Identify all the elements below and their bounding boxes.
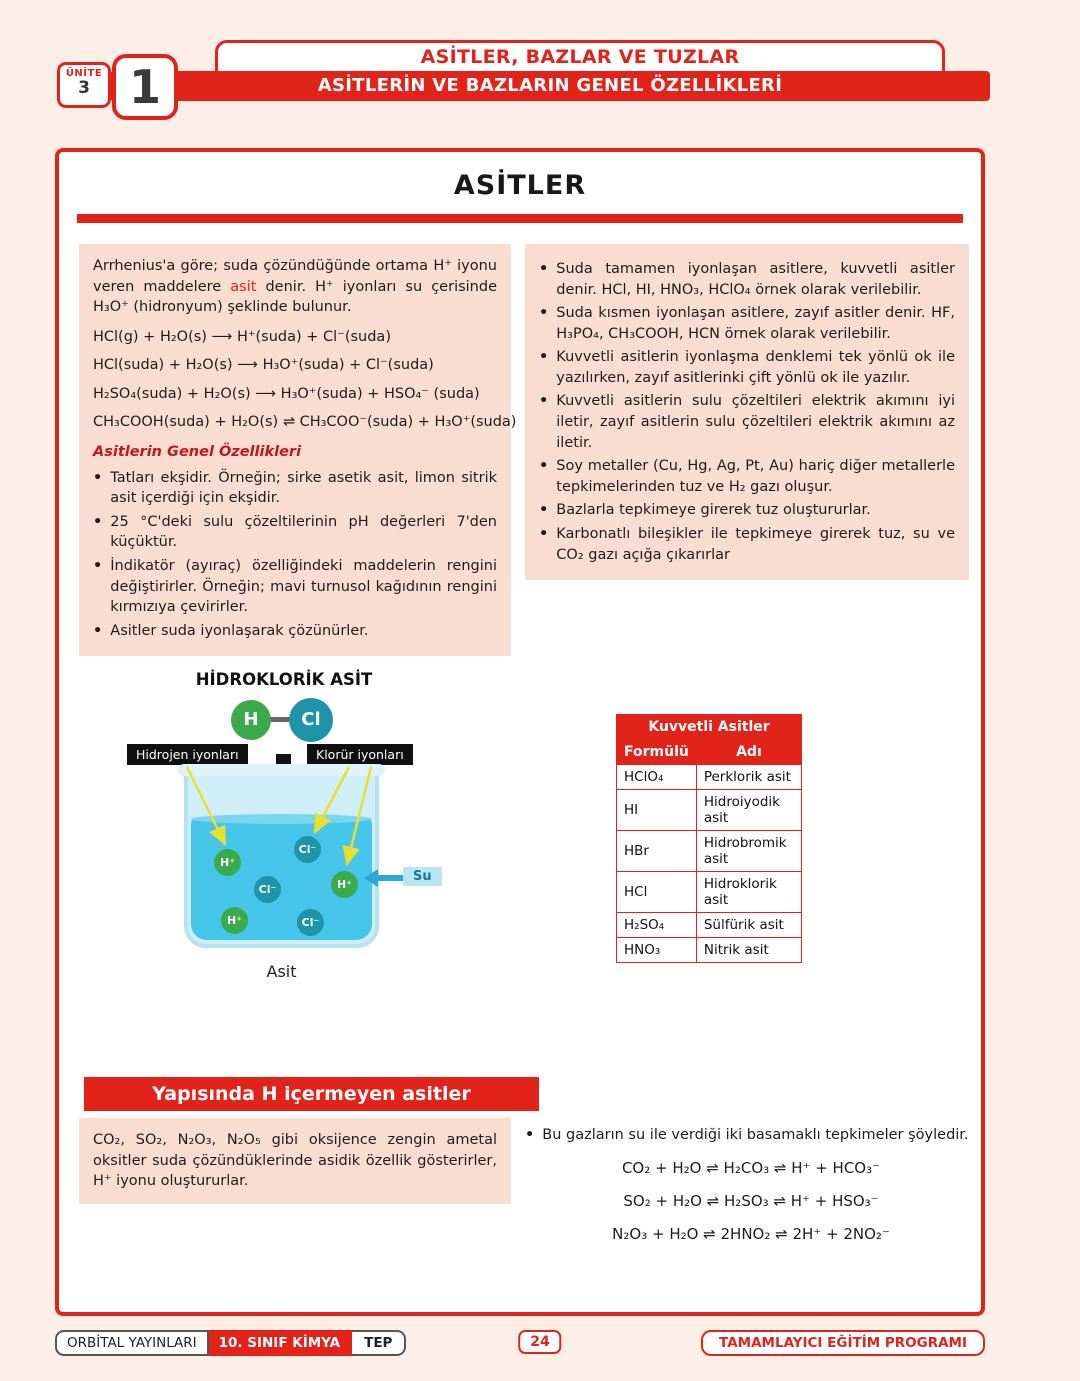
name-cell: Hidroiyodik asit — [696, 790, 801, 831]
list-item-text: Kuvvetli asitlerin iyonlaşma denklemi tek yönlü ok ile yazılırken, zayıf asitlerinki çift yönlü ok ile yazılır. — [556, 349, 955, 386]
table-row — [617, 831, 802, 872]
list-item-text: 25 °C'deki sulu çözeltilerinin pH değerleri 7'den küçüktür. — [110, 513, 497, 551]
publisher-label: ORBİTAL YAYINLARI — [55, 1330, 209, 1356]
program-label: TAMAMLAYICI EĞİTİM PROGRAMI — [701, 1330, 985, 1356]
unit-number: 3 — [78, 78, 90, 98]
hydrochloric-acid-diagram — [79, 664, 519, 996]
content-frame — [55, 148, 985, 1316]
hydrogen-ion: H⁺ — [221, 907, 248, 934]
diagram-caption: Asit — [266, 962, 297, 981]
hydrogen-ions-label: Hidrojen iyonları — [127, 744, 248, 765]
diagram-title: HİDROKLORİK ASİT — [195, 670, 373, 689]
list-item-text: Bazlarla tepkimeye girerek tuz oluştururlar. — [556, 502, 871, 519]
chemical-equation: SO₂ + H₂O ⇌ H₂SO₃ ⇌ H⁺ + HSO₃⁻ — [623, 1191, 879, 1210]
list-item — [93, 621, 497, 642]
page-title: ASİTLER — [453, 170, 587, 201]
list-item — [93, 512, 497, 553]
right-column — [525, 244, 969, 580]
list-item-text: Karbonatlı bileşikler ile tepkimeye girerek tuz, su ve CO₂ gazı açığa çıkarırlar — [556, 525, 955, 563]
list-item-text: Asitler suda iyonlaşarak çözünürler. — [110, 622, 369, 639]
chemical-equation: H₂SO₄(suda) + H₂O(s) ⟶ H₃O⁺(suda) + HSO₄⁻ (suda) — [93, 385, 480, 402]
list-item-text: Kuvvetli asitlerin sulu çözeltileri elektrik akımını iyi iletir, zayıf asitlerin sulu çözeltileri elektrik akımını az iletir. — [556, 393, 955, 451]
chemical-equation: CO₂ + H₂O ⇌ H₂CO₃ ⇌ H⁺ + HCO₃⁻ — [621, 1158, 881, 1177]
list-item — [539, 524, 955, 565]
list-item-text: Soy metaller (Cu, Hg, Ag, Pt, Au) hariç diğer metallerle tepkimelerinden tuz ve H₂ gazı oluşur. — [556, 458, 955, 495]
table-body — [617, 765, 802, 963]
list-item — [539, 391, 955, 453]
list-item-text: Suda kısmen iyonlaşan asitlere, zayıf asitler denir. HF, H₃PO₄, CH₃COOH, HCN örnek olarak verilebilir. — [556, 305, 955, 342]
intro-text-pre: Arrhenius'a göre; suda çözündüğünde ortama H⁺ iyonu veren maddelere — [93, 258, 497, 295]
table-title: Kuvvetli Asitler — [617, 715, 802, 740]
footer-publisher-group — [55, 1330, 406, 1356]
list-item — [539, 347, 955, 388]
ion-pointer-arrows — [79, 664, 519, 996]
chloride-ions-label: Klorür iyonları — [307, 744, 413, 765]
intro-text-post: denir. H⁺ iyonları su çerisinde H₃O⁺ (hidronyum) şeklinde bulunur. — [93, 278, 497, 316]
oxide-equations — [525, 1158, 977, 1246]
course-label: 10. SINIF KİMYA — [209, 1330, 352, 1356]
formula-cell: HBr — [617, 831, 697, 872]
chapter-title: ASİTLER, BAZLAR VE TUZLAR — [420, 46, 740, 68]
list-item — [525, 1125, 977, 1146]
tep-label: TEP — [352, 1330, 406, 1356]
intro-paragraph — [93, 256, 497, 318]
bullet-icon — [93, 556, 102, 618]
chemical-equation: N₂O₃ + H₂O ⇌ 2HNO₂ ⇌ 2H⁺ + 2NO₂⁻ — [612, 1225, 890, 1244]
list-item-text: İndikatör (ayıraç) özelliğindeki maddelerin rengini değiştirirler. Örneğin; mavi turnusol kağıdının rengini kırmızıya çevirirler. — [110, 557, 497, 616]
bullet-icon — [93, 468, 102, 509]
chemical-equation: HCl(g) + H₂O(s) ⟶ H⁺(suda) + Cl⁻(suda) — [93, 328, 391, 345]
bullet-icon — [539, 524, 548, 565]
chemical-equation: CH₃COOH(suda) + H₂O(s) ⇌ CH₃COO⁻(suda) + H₃O⁺(suda) — [93, 414, 517, 431]
chloride-ion: Cl⁻ — [297, 909, 324, 936]
formula-cell: HCl — [617, 872, 697, 913]
list-item — [539, 259, 955, 300]
name-cell: Sülfürik asit — [696, 913, 801, 938]
bullet-icon — [93, 512, 102, 553]
bottom-section-banner: Yapısında H içermeyen asitler — [84, 1077, 539, 1111]
formula-cell: HI — [617, 790, 697, 831]
unit-label: ÜNİTE — [65, 68, 103, 79]
page-footer — [0, 1330, 1080, 1364]
chlorine-atom: Cl — [289, 698, 333, 742]
list-item-text: Tatları ekşidir. Örneğin; sirke asetik asit, limon sitrik asit içerdiği için ekşidir. — [110, 469, 497, 507]
intro-highlight: asit — [230, 278, 257, 295]
bullet-icon — [539, 500, 548, 521]
strong-weak-acids-list — [539, 259, 955, 565]
list-item — [539, 500, 955, 521]
table-head — [617, 715, 802, 765]
formula-cell: HClO₄ — [617, 765, 697, 790]
formula-cell: H₂SO₄ — [617, 913, 697, 938]
bullet-icon — [539, 456, 548, 497]
water-arrow-icon — [364, 869, 378, 887]
unit-badge — [57, 62, 111, 108]
bullet-icon — [539, 259, 548, 300]
hydrogen-atom: H — [231, 700, 271, 740]
table-row — [617, 938, 802, 963]
table-row — [617, 872, 802, 913]
formula-cell: HNO₃ — [617, 938, 697, 963]
list-item-text: Bu gazların su ile verdiği iki basamaklı tepkimeler şöyledir. — [542, 1127, 969, 1143]
title-rule — [77, 214, 963, 223]
chapter-number: 1 — [112, 54, 178, 120]
table-row — [617, 913, 802, 938]
properties-subheading: Asitlerin Genel Özellikleri — [93, 444, 302, 461]
table-header-row — [617, 740, 802, 765]
name-cell: Hidroklorik asit — [696, 872, 801, 913]
bullet-icon — [539, 347, 548, 388]
hydrogen-ion: H⁺ — [331, 871, 358, 898]
column-header-formula: Formülü — [617, 740, 697, 765]
properties-list — [93, 468, 497, 642]
page-number: 24 — [518, 1330, 561, 1354]
section-banner: ASİTLERİN VE BAZLARIN GENEL ÖZELLİKLERİ — [110, 71, 990, 101]
list-item — [93, 556, 497, 618]
bullet-icon — [93, 621, 102, 642]
name-cell: Perklorik asit — [696, 765, 801, 790]
bottom-left-paragraph-box — [79, 1118, 511, 1204]
chemical-equation: HCl(suda) + H₂O(s) ⟶ H₃O⁺(suda) + Cl⁻(suda) — [93, 357, 434, 374]
hydrogen-ion: H⁺ — [214, 849, 241, 876]
name-cell: Hidrobromik asit — [696, 831, 801, 872]
list-item-text: Suda tamamen iyonlaşan asitlere, kuvvetli asitler denir. HCl, HI, HNO₃, HClO₄ örnek olarak verilebilir. — [556, 261, 955, 298]
list-item — [539, 303, 955, 344]
bottom-right-column — [525, 1122, 977, 1257]
table-title-row — [617, 715, 802, 740]
list-item — [93, 468, 497, 509]
water-label: Su — [403, 867, 442, 886]
strong-acids-table — [616, 714, 802, 963]
left-column — [79, 244, 517, 656]
table-row — [617, 765, 802, 790]
ionization-equations — [93, 327, 517, 433]
chloride-ion: Cl⁻ — [294, 836, 321, 863]
chloride-ion: Cl⁻ — [254, 876, 281, 903]
list-item — [539, 456, 955, 497]
name-cell: Nitrik asit — [696, 938, 801, 963]
bullet-icon — [525, 1125, 534, 1146]
bullet-icon — [539, 303, 548, 344]
column-header-name: Adı — [696, 740, 801, 765]
bullet-icon — [539, 391, 548, 453]
oxide-paragraph: CO₂, SO₂, N₂O₃, N₂O₅ gibi oksijence zengin ametal oksitler suda çözündüklerinde asidik özellik gösterirler, H⁺ iyonu oluştururlar. — [93, 1132, 497, 1190]
table-row — [617, 790, 802, 831]
water-arrow-shaft — [377, 875, 403, 881]
